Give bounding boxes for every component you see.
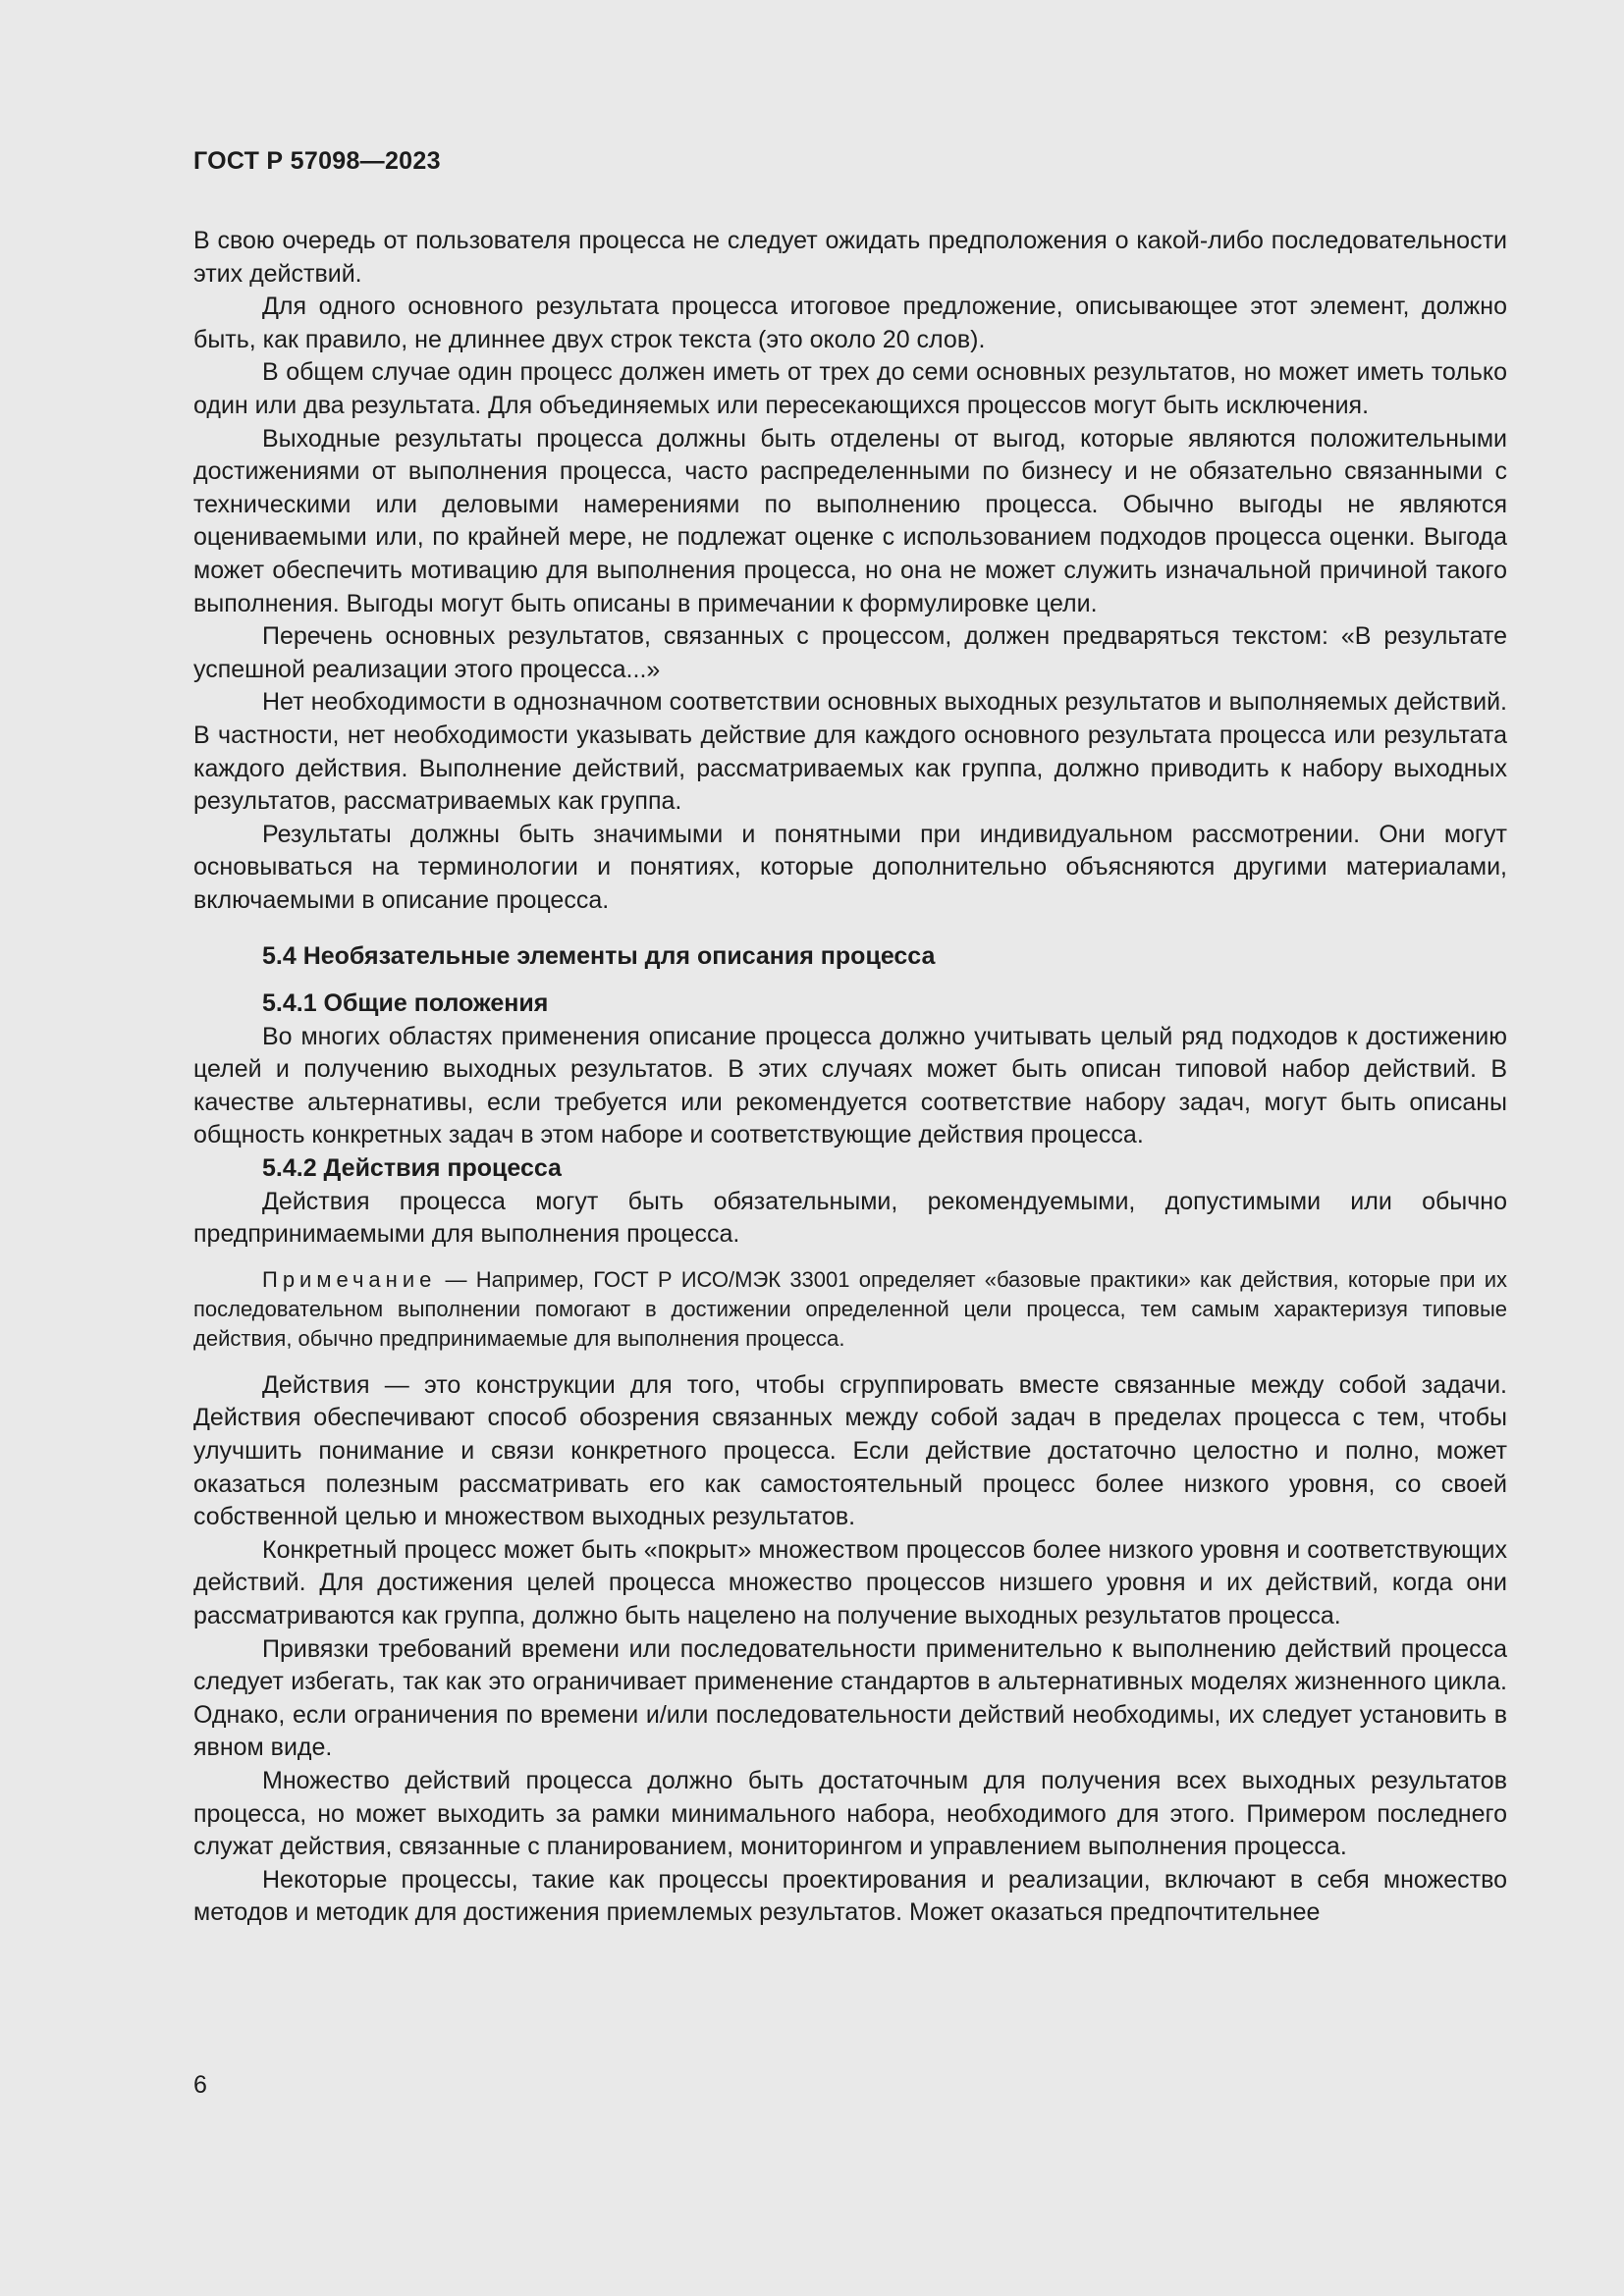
note-label: Примечание <box>262 1266 437 1292</box>
paragraph: Множество действий процесса должно быть достаточным для получения всех выходных результатов процесса, но может выходить за рамки минимального набора, необходимого для этого. Примером последнего служат действия, связанные с планированием, мониторингом и управлением выполнения процесса. <box>193 1766 1507 1861</box>
paragraph: Привязки требований времени или последовательности применительно к выполнению действий процесса следует избегать, так как это ограничивает применение стандартов в альтернативных моделях жизненного цикла. Однако, если ограничения по времени и/или последовательности действий необходимы, их следует установить в явном виде. <box>193 1634 1507 1762</box>
note-dash: — <box>436 1266 476 1292</box>
document-body <box>193 225 1507 1930</box>
paragraph: Результаты должны быть значимыми и понятными при индивидуальном рассмотрении. Они могут основываться на терминологии и понятиях, которые дополнительно объясняются другими материалами, включаемыми в описание процесса. <box>193 820 1507 914</box>
section-heading-5-4: 5.4 Необязательные элементы для описания процесса <box>262 942 936 971</box>
page-number: 6 <box>193 2071 207 2099</box>
paragraph: Конкретный процесс может быть «покрыт» множеством процессов более низкого уровня и соответствующих действий. Для достижения целей процесса множество процессов низшего уровня и их действий, когда они рассматриваются как группа, должно быть нацелено на получение выходных результатов процесса. <box>193 1535 1507 1629</box>
document-code-header: ГОСТ Р 57098—2023 <box>193 147 441 175</box>
note-text: Например, ГОСТ Р ИСО/МЭК 33001 определяет «базовые практики» как действия, которые при их последовательном выполнении помогают в достижении определенной цели процесса, тем самым характеризуя типовые действия, обычно предпринимаемые для выполнения процесса. <box>193 1266 1507 1351</box>
section-heading-5-4-1: 5.4.1 Общие положения <box>262 989 549 1018</box>
paragraph: Во многих областях применения описание процесса должно учитывать целый ряд подходов к достижению целей и получению выходных результатов. В этих случаях может быть описан типовой набор действий. В качестве альтернативы, если требуется или рекомендуется соответствие набору задач, могут быть описаны общность конкретных задач в этом наборе и соответствующие действия процесса. <box>193 1022 1507 1149</box>
paragraph: Действия — это конструкции для того, чтобы сгруппировать вместе связанные между собой задачи. Действия обеспечивают способ обозрения связанных между собой задач в пределах процесса с тем, чтобы улучшить понимание и связи конкретного процесса. Если действие достаточно целостно и полно, может оказаться полезным рассматривать его как самостоятельный процесс более низкого уровня, со своей собственной целью и множеством выходных результатов. <box>193 1370 1507 1531</box>
paragraph: Выходные результаты процесса должны быть отделены от выгод, которые являются положительными достижениями от выполнения процесса, часто распределенными по бизнесу и не обязательно связанными с техническими или деловыми намерениями по выполнению процесса. Обычно выгоды не являются оцениваемыми или, по крайней мере, не подлежат оценке с использованием подходов процесса оценки. Выгода может обеспечить мотивацию для выполнения процесса, но она не может служить изначальной причиной такого выполнения. Выгоды могут быть описаны в примечании к формулировке цели. <box>193 424 1507 617</box>
paragraph: Некоторые процессы, такие как процессы проектирования и реализации, включают в себя множество методов и методик для достижения приемлемых результатов. Может оказаться предпочтительнее <box>193 1865 1507 1927</box>
paragraph: В свою очередь от пользователя процесса не следует ожидать предположения о какой-либо последовательности этих действий. <box>193 227 1507 288</box>
paragraph: В общем случае один процесс должен иметь от трех до семи основных результатов, но может иметь только один или два результата. Для объединяемых или пересекающихся процессов могут быть исключения. <box>193 358 1507 419</box>
paragraph: Для одного основного результата процесса итоговое предложение, описывающее этот элемент, должно быть, как правило, не длиннее двух строк текста (это около 20 слов). <box>193 293 1507 353</box>
paragraph: Действия процесса могут быть обязательными, рекомендуемыми, допустимыми или обычно предпринимаемыми для выполнения процесса. <box>193 1187 1507 1249</box>
paragraph: Нет необходимости в однозначном соответствии основных выходных результатов и выполняемых действий. В частности, нет необходимости указывать действие для каждого основного результата процесса или результата каждого действия. Выполнение действий, рассматриваемых как группа, должно приводить к набору выходных результатов, рассматриваемых как группа. <box>193 688 1507 816</box>
note-block <box>193 1265 1507 1354</box>
section-heading-5-4-2: 5.4.2 Действия процесса <box>262 1154 562 1183</box>
paragraph: Перечень основных результатов, связанных с процессом, должен предваряться текстом: «В результате успешной реализации этого процесса...» <box>193 622 1507 683</box>
